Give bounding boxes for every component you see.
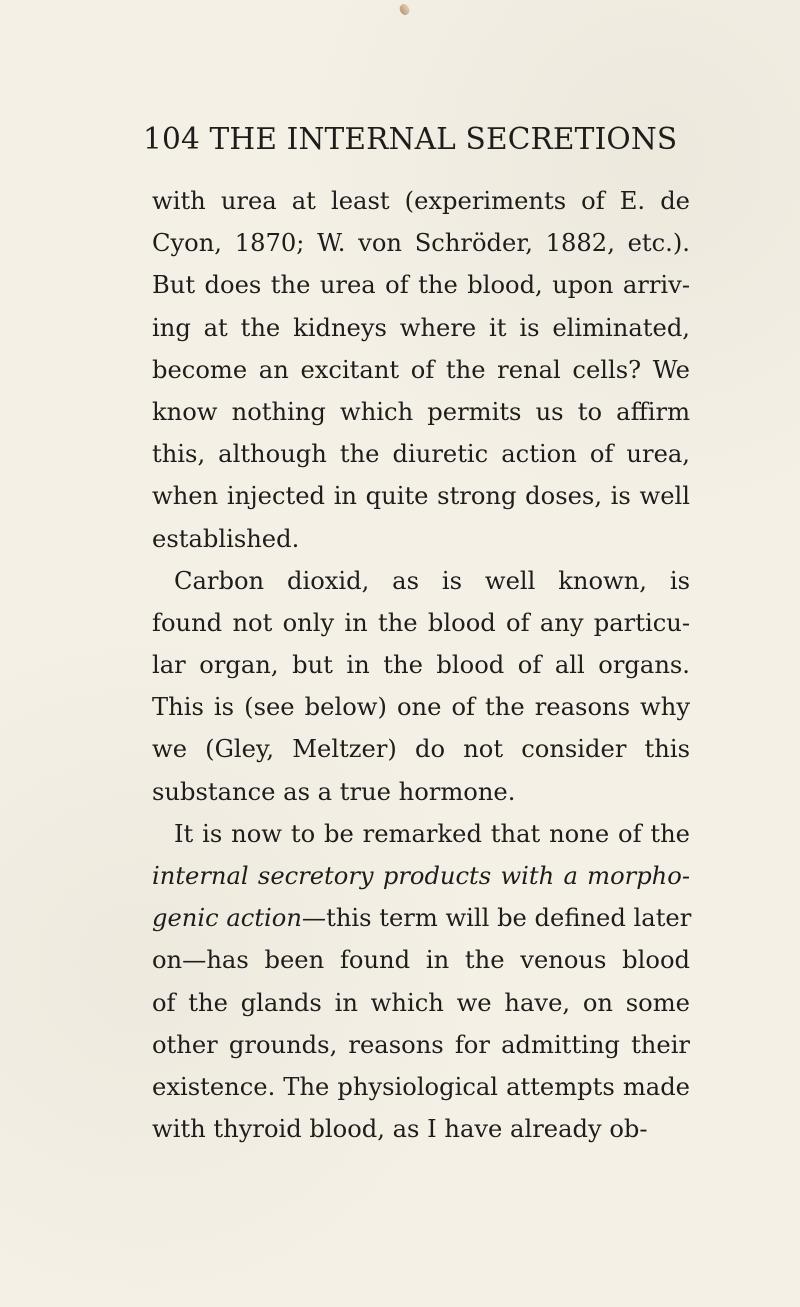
body-line-22: existence. The physiological attempts made: [152, 1072, 690, 1101]
body-line-5: become an excitant of the renal cells? We: [152, 355, 690, 384]
body-line-8: when injected in quite strong doses, is well: [152, 482, 690, 511]
body-line-2: Cyon, 1870; W. von Schröder, 1882, etc.).: [152, 229, 690, 258]
morphogenic-action-term: genic action: [152, 904, 302, 933]
body-line-21: other grounds, reasons for admitting their: [152, 1030, 690, 1059]
body-line-13: This is (see below) one of the reasons why: [152, 693, 690, 722]
running-head: 104 THE INTERNAL SECRETIONS: [143, 122, 678, 156]
body-line-7: this, although the diuretic action of urea,: [152, 440, 690, 469]
top-ink-mark: [398, 2, 412, 16]
body-line-11: found not only in the blood of any particu-: [152, 608, 690, 637]
body-line-10: Carbon dioxid, as is well known, is: [174, 566, 690, 595]
page-text: [152, 180, 690, 1150]
body-line-23: with thyroid blood, as I have already ob-: [152, 1115, 648, 1144]
body-line-17: internal secretory products with a morpho-: [152, 862, 690, 890]
body-line-19: on—has been found in the venous blood: [152, 946, 690, 975]
body-line-12: lar organ, but in the blood of all organs.: [152, 651, 690, 680]
body-line-3: But does the urea of the blood, upon arriv-: [152, 271, 690, 300]
body-line-18: [152, 897, 690, 939]
body-line-20: of the glands in which we have, on some: [152, 988, 690, 1017]
body-line-15: substance as a true hormone.: [152, 777, 516, 806]
body-line-9: established.: [152, 524, 300, 553]
body-line-1: with urea at least (experiments of E. de: [152, 187, 690, 215]
body-line-16: It is now to be remarked that none of the: [174, 819, 690, 848]
term-definition-continuation: —this term will be defined later: [301, 904, 692, 933]
body-line-6: know nothing which permits us to affirm: [152, 397, 690, 426]
body-line-14: we (Gley, Meltzer) do not consider this: [152, 735, 690, 764]
body-line-4: ing at the kidneys where it is eliminated,: [152, 313, 690, 342]
